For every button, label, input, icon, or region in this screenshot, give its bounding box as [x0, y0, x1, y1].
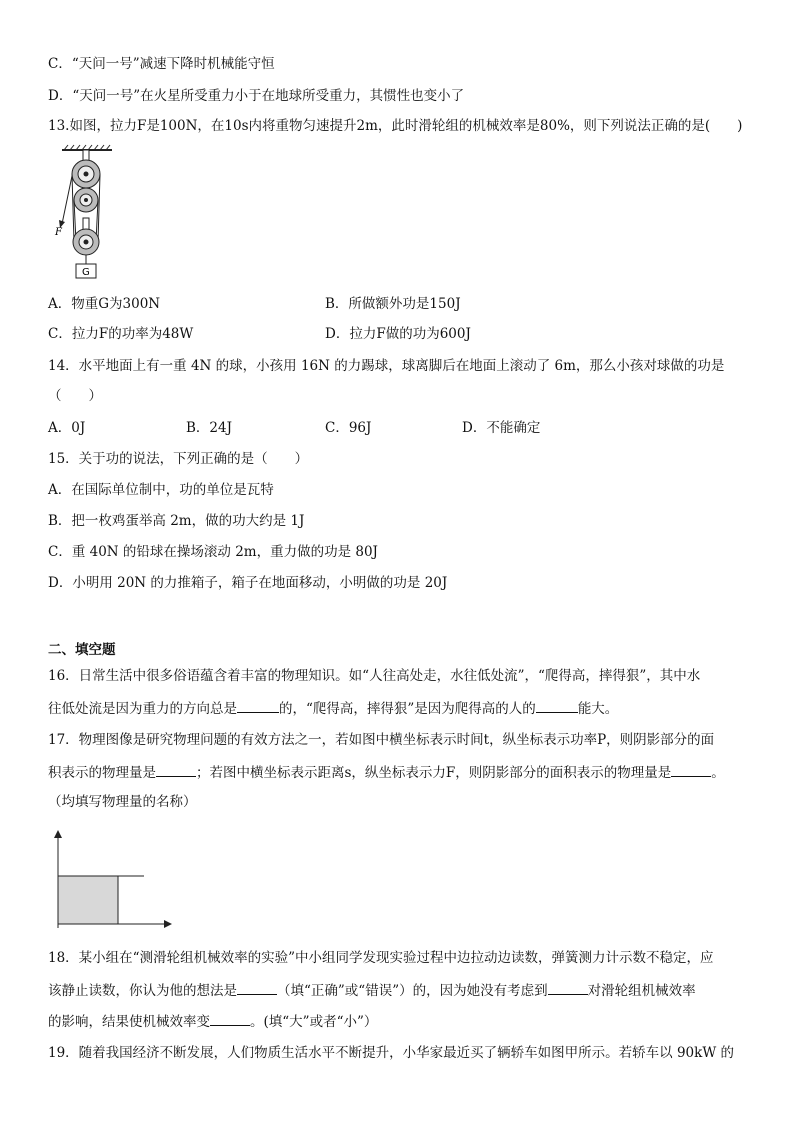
q18-text-e: 。(填“大”或者“小”）	[250, 1014, 378, 1030]
q18-line3	[48, 1011, 377, 1032]
q18-line2	[48, 980, 696, 1001]
q13-option-a: A．物重G为300N	[48, 296, 161, 312]
q14-option-c: C．96J	[325, 420, 372, 436]
q17-line3: （均填写物理量的名称）	[48, 794, 197, 810]
q17-line2	[48, 762, 725, 783]
q18-blank-3[interactable]	[210, 1011, 250, 1026]
q16-line1: 16．日常生活中很多俗语蕴含着丰富的物理知识。如“人往高处走，水往低处流”，“爬得高，摔得狠”，其中水	[48, 668, 701, 684]
q16-blank-2[interactable]	[536, 698, 578, 713]
q13-option-b: B．所做额外功是150J	[325, 296, 461, 312]
q18-text-a: 该静止读数，你认为他的想法是	[48, 983, 237, 999]
q17-text-c: 。	[711, 765, 725, 781]
q17-text-b: ；若图中横坐标表示距离s，纵坐标表示力F，则阴影部分的面积表示的物理量是	[196, 765, 672, 781]
q15-option-b: B．把一枚鸡蛋举高 2m，做的功大约是 1J	[48, 513, 305, 529]
q16-text-a: 往低处流是因为重力的方向总是	[48, 701, 237, 717]
q14-option-d: D．不能确定	[462, 420, 541, 436]
section-title-fill-blank: 二、填空题	[48, 642, 116, 658]
q16-line2	[48, 698, 618, 719]
q18-text-c: 对滑轮组机械效率	[587, 983, 696, 999]
y-axis-arrow	[54, 830, 62, 838]
q16-text-c: 能大。	[577, 701, 619, 717]
q18-blank-2[interactable]	[548, 980, 588, 995]
q17-line1: 17．物理图像是研究物理问题的有效方法之一，若如图中横坐标表示时间t，纵坐标表示功率P，则阴影部分的面	[48, 732, 715, 748]
q18-text-b: （填“正确”或“错误”）的，因为她没有考虑到	[277, 983, 548, 999]
q15-option-a: A．在国际单位制中，功的单位是瓦特	[48, 482, 274, 498]
q18-line1: 18．某小组在“测滑轮组机械效率的实验”中小组同学发现实验过程中边拉动边读数，弹簧测力计示数不稳定，应	[48, 950, 714, 966]
q12-option-c: C．“天问一号”减速下降时机械能守恒	[48, 56, 275, 72]
weight-label: G	[82, 267, 90, 278]
q18-text-d: 的影响，结果使机械效率变	[48, 1014, 210, 1030]
pulley-diagram	[52, 144, 122, 286]
q15-option-d: D．小明用 20N 的力推箱子，箱子在地面移动，小明做的功是 20J	[48, 575, 448, 591]
q14-answer-paren: （ ）	[48, 388, 102, 404]
q15-stem: 15．关于功的说法，下列正确的是（ ）	[48, 451, 309, 467]
q13-stem: 13.如图，拉力F是100N，在10s内将重物匀速提升2m，此时滑轮组的机械效率是80%，则下列说法正确的是( )	[48, 118, 743, 134]
area-graph	[48, 828, 178, 932]
q14-option-a: A．0J	[48, 420, 86, 436]
shaded-area	[58, 876, 118, 924]
q17-blank-2[interactable]	[671, 762, 711, 777]
q13-option-d: D．拉力F做的功为600J	[325, 326, 471, 342]
q15-option-c: C．重 40N 的铅球在操场滚动 2m，重力做的功是 80J	[48, 544, 378, 560]
x-axis-arrow	[164, 920, 172, 928]
q13-option-c: C．拉力F的功率为48W	[48, 326, 194, 342]
q17-blank-1[interactable]	[156, 762, 196, 777]
q16-blank-1[interactable]	[237, 698, 279, 713]
q14-option-b: B．24J	[186, 420, 233, 436]
force-label: F	[55, 227, 62, 238]
q18-blank-1[interactable]	[237, 980, 277, 995]
q17-text-a: 积表示的物理量是	[48, 765, 156, 781]
q14-stem: 14．水平地面上有一重 4N 的球，小孩用 16N 的力踢球，球离脚后在地面上滚动了 6m，那么小孩对球做的功是	[48, 358, 725, 374]
q16-text-b: 的，“爬得高，摔得狠”是因为爬得高的人的	[279, 701, 536, 717]
q19-line1: 19．随着我国经济不断发展，人们物质生活水平不断提升，小华家最近买了辆轿车如图甲所示。若轿车以 90kW 的	[48, 1045, 734, 1061]
q12-option-d: D．“天问一号”在火星所受重力小于在地球所受重力，其惯性也变小了	[48, 88, 465, 104]
